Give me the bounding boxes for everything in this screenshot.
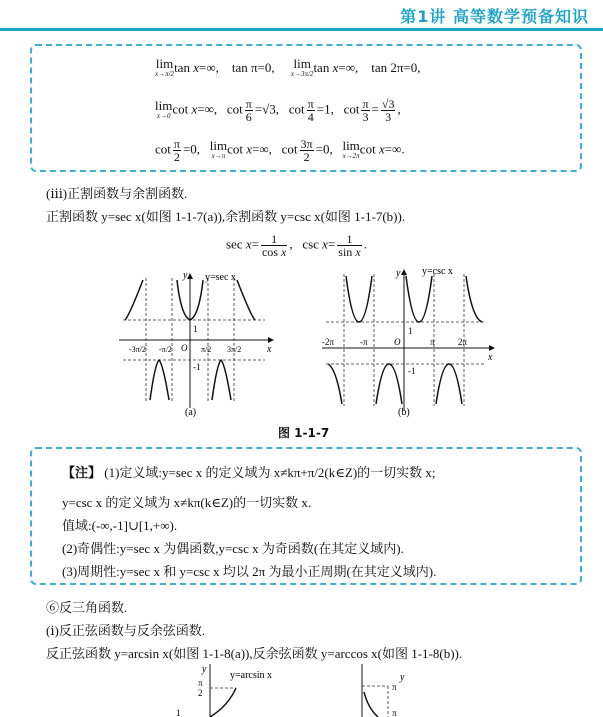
csc-subcaption: (b) [398,407,410,418]
note-period: (3)周期性:y=sec x 和 y=csc x 均以 2π 为最小正周期(在其定义域内). [62,564,437,579]
arcsin-graph-partial [170,662,300,717]
csc-tick-2: O [394,337,401,347]
sec-graph [115,268,277,418]
section-heading-inverse: ⑥反三角函数. [46,600,128,615]
svg-text:2: 2 [198,688,203,698]
sec-tick-1: -π/2 [159,345,172,354]
sec-curve-label: y=sec x [205,272,236,283]
note-tag: 【注】 [62,465,102,480]
csc-tick-0: -2π [322,337,335,347]
sec-subcaption: (a) [185,407,197,418]
sec-tick-0: -3π/2 [129,345,146,354]
svg-text:π: π [392,708,397,717]
note-domain-sec: (1)定义域:y=sec x 的定义域为 x≠kπ+π/2(k∈Z)的一切实数 x; [104,465,436,480]
secant-intro-text: 正割函数 y=sec x(如图 1-1-7(a)),余割函数 y=csc x(如图 1-1-7(b)). [46,209,406,224]
svg-text:π: π [198,678,203,688]
chapter-title: 第1讲 高等数学预备知识 [400,7,589,26]
arccos-graph-partial [350,662,450,717]
svg-text:x: x [267,344,272,355]
svg-text:x: x [488,352,493,363]
arcsin-curve-label: y=arcsin x [230,670,273,681]
svg-text:1: 1 [193,324,198,334]
note-range: 值域:(-∞,-1]∪[1,+∞). [62,518,178,533]
csc-curve-label: y=csc x [422,266,453,277]
secant-formula: sec x= $\frac{1}{\text{cos x}}$ , csc x= $\frac{1}{\text{sin x}}$ . [226,232,367,259]
csc-tick-4: 2π [458,337,468,347]
note-parity: (2)奇偶性:y=sec x 为偶函数,y=csc x 为奇函数(在其定义域内). [62,541,404,556]
note-line-1 [62,462,436,481]
subsection-arcsin: (ⅰ)反正弦函数与反余弦函数. [46,623,206,638]
sec-tick-2: O [181,343,188,353]
svg-text:1: 1 [176,708,181,717]
csc-graph [318,264,498,418]
limits-row-2: lim x→0 cot x=∞, cot $\frac{\pi}{6}$ =√3, cot $\frac{\pi}{4}$ =1, cot $\frac{\pi}{3}$ = $\frac{√3}{3}$ , [155,97,401,124]
csc-tick-3: π [430,337,435,347]
arcsin-intro-text: 反正弦函数 y=arcsin x(如图 1-1-8(a)),反余弦函数 y=arccos x(如图 1-1-8(b)). [46,646,463,661]
svg-text:y: y [183,270,188,281]
svg-text:y: y [396,268,401,279]
svg-text:π: π [392,682,397,692]
page-header [0,0,603,34]
csc-tick-1: -π [360,337,368,347]
limits-row-1: lim x→π/2 tan x=∞, tan π=0, lim x→3π/2 tan x=∞, tan 2π=0, [155,56,421,78]
limits-row-3: cot $\frac{\pi}{2}$ =0, lim x→π cot x=∞, cot $\frac{3\pi}{2}$ =0, lim x→2π cot x=∞. [155,137,405,164]
svg-text:y: y [202,664,207,675]
note-domain-csc: y=csc x 的定义域为 x≠kπ(k∈Z)的一切实数 x. [62,495,312,510]
sec-tick-3: π/2 [201,345,212,354]
sec-tick-4: 3π/2 [227,345,242,354]
header-rule [0,28,603,31]
svg-text:y: y [400,672,405,683]
svg-text:-1: -1 [193,362,201,372]
svg-text:-1: -1 [408,366,416,376]
figure-caption: 图 1-1-7 [278,426,330,440]
svg-text:1: 1 [408,326,413,336]
section-heading-secant: (ⅲ)正割函数与余割函数. [46,186,188,201]
